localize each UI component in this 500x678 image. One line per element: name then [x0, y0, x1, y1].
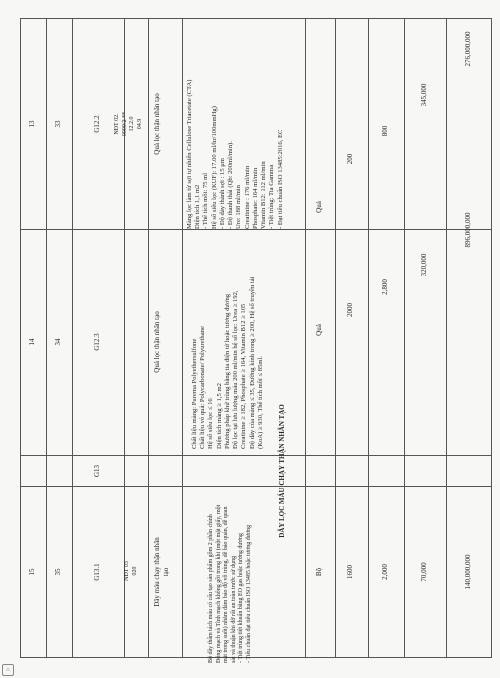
- row-quantity: 200: [346, 153, 354, 165]
- row-divider: [20, 229, 492, 230]
- row-unit: Quả: [315, 201, 323, 213]
- row-quantity: 1600: [346, 565, 354, 579]
- row-code: 33: [54, 120, 62, 128]
- row-group: G13.1: [93, 563, 101, 581]
- col-divider: [368, 18, 369, 658]
- row-divider: [20, 486, 492, 487]
- row-unit-price: 320,000: [420, 253, 428, 277]
- row-code: 34: [54, 338, 62, 346]
- col-divider: [182, 18, 183, 658]
- col-divider: [446, 18, 447, 658]
- row-total: 896,000,000: [464, 212, 472, 248]
- col-divider: [46, 18, 47, 658]
- row-stt: 13: [28, 120, 36, 128]
- row-code: 35: [54, 568, 62, 576]
- row-divider: [20, 455, 492, 456]
- row-specification: Chất liệu màng: Purema Polyethersulfone Chất liệu vỏ quả: Polycarbonate/ Polyurethane Hệ số siêu lọc ≤ 16 Diện tích màng ≥ 1,5 m2 Phương pháp khử trùng bằng tia điện tử hoặc tương đương Độ lọc tại lưu lượng máu 200 ml/min hệ số lọc: Urea ≥ 192, Creatinine ≥ 182, Phosphate ≥ 164, Vitamin B12 ≥ 105 Độ dày của màng ≤ 35, Đường kính trong ≥ 200, Hệ số truyền tải (KoA) ≥ 930, Thể tích mồi ≤ 85ml.: [191, 276, 264, 449]
- scanner-watermark-icon: ⌂: [2, 664, 14, 676]
- row-year-quantity: 2,000: [381, 564, 389, 580]
- row-year-quantity: 800: [381, 125, 389, 137]
- row-unit: Bộ: [315, 567, 323, 577]
- col-divider: [404, 18, 405, 658]
- col-divider: [20, 18, 21, 658]
- section-group: G13: [93, 464, 101, 478]
- row-total: 276,000,000: [464, 31, 472, 67]
- row-group: G12.3: [93, 333, 101, 351]
- row-total: 140,000,000: [464, 554, 472, 590]
- section-title: DÂY LỌC MÁU CHẠY THẬN NHÂN TẠO: [278, 404, 286, 538]
- row-group: G12.2: [93, 115, 101, 133]
- col-divider: [491, 18, 492, 658]
- row-item-name: Quả lọc thận nhân tạo: [153, 311, 161, 373]
- row-specification: Bộ dây thẩm tách máu có cấu tạo sản phẩm gồm 2 phần chính Động mạch và Tĩnh mạch không gồi trong khi (một mặt giấy, một mặt trong suốt) nhằm đảm bảo độ vô trùng, dễ bảo quản, dễ quan sát và thuận khi đỡ rất an toàn trước sử dụng - Tiệt trùng tiệt khuẩn bằng EO gas hoặc tương đương - Tiêu chuẩn đạt tiêu chuẩn ISO 13485 hoặc tương đương: [208, 504, 252, 663]
- col-divider: [305, 18, 306, 658]
- col-divider: [72, 18, 73, 658]
- row-item-name: Quả lọc thận nhân tạo: [153, 93, 161, 155]
- row-year-quantity: 2,800: [381, 279, 389, 295]
- row-model-code: NĐT 02. 0000/2 ** 12.2.0 04.9: [114, 111, 143, 137]
- row-unit-price: 345,000: [420, 83, 428, 107]
- row-stt: 14: [28, 338, 36, 346]
- col-divider: [335, 18, 336, 658]
- row-stt: 15: [28, 568, 36, 576]
- row-specification: Màng lọc làm từ sợi tự nhiên Cellulose Triacetate (CTA) Diện tích 1,1 m2 - Thể tích mồi: 75 ml Hệ số siêu lọc (KUF): 17.00 ml/hr/100mmHg) - Độ dày thành sợi : 15 μm - Độ thanh thải (Qb: 200ml/min). Ure: 188 ml/min Creatinine : 176 ml/min Phosphate: 164 ml/min Vitamin B12: 112 ml/min - Tiệt trùng: Tia Gamma - Đạt tiêu chuẩn ISO 13485:2016, EC: [186, 79, 284, 229]
- row-unit-price: 70,000: [420, 562, 428, 582]
- row-unit: Quả: [315, 324, 323, 336]
- row-quantity: 2000: [346, 303, 354, 317]
- row-item-name: Dây máu chạy thận nhân tạo: [153, 537, 170, 607]
- row-model-code: NĐT 03 020: [124, 561, 138, 581]
